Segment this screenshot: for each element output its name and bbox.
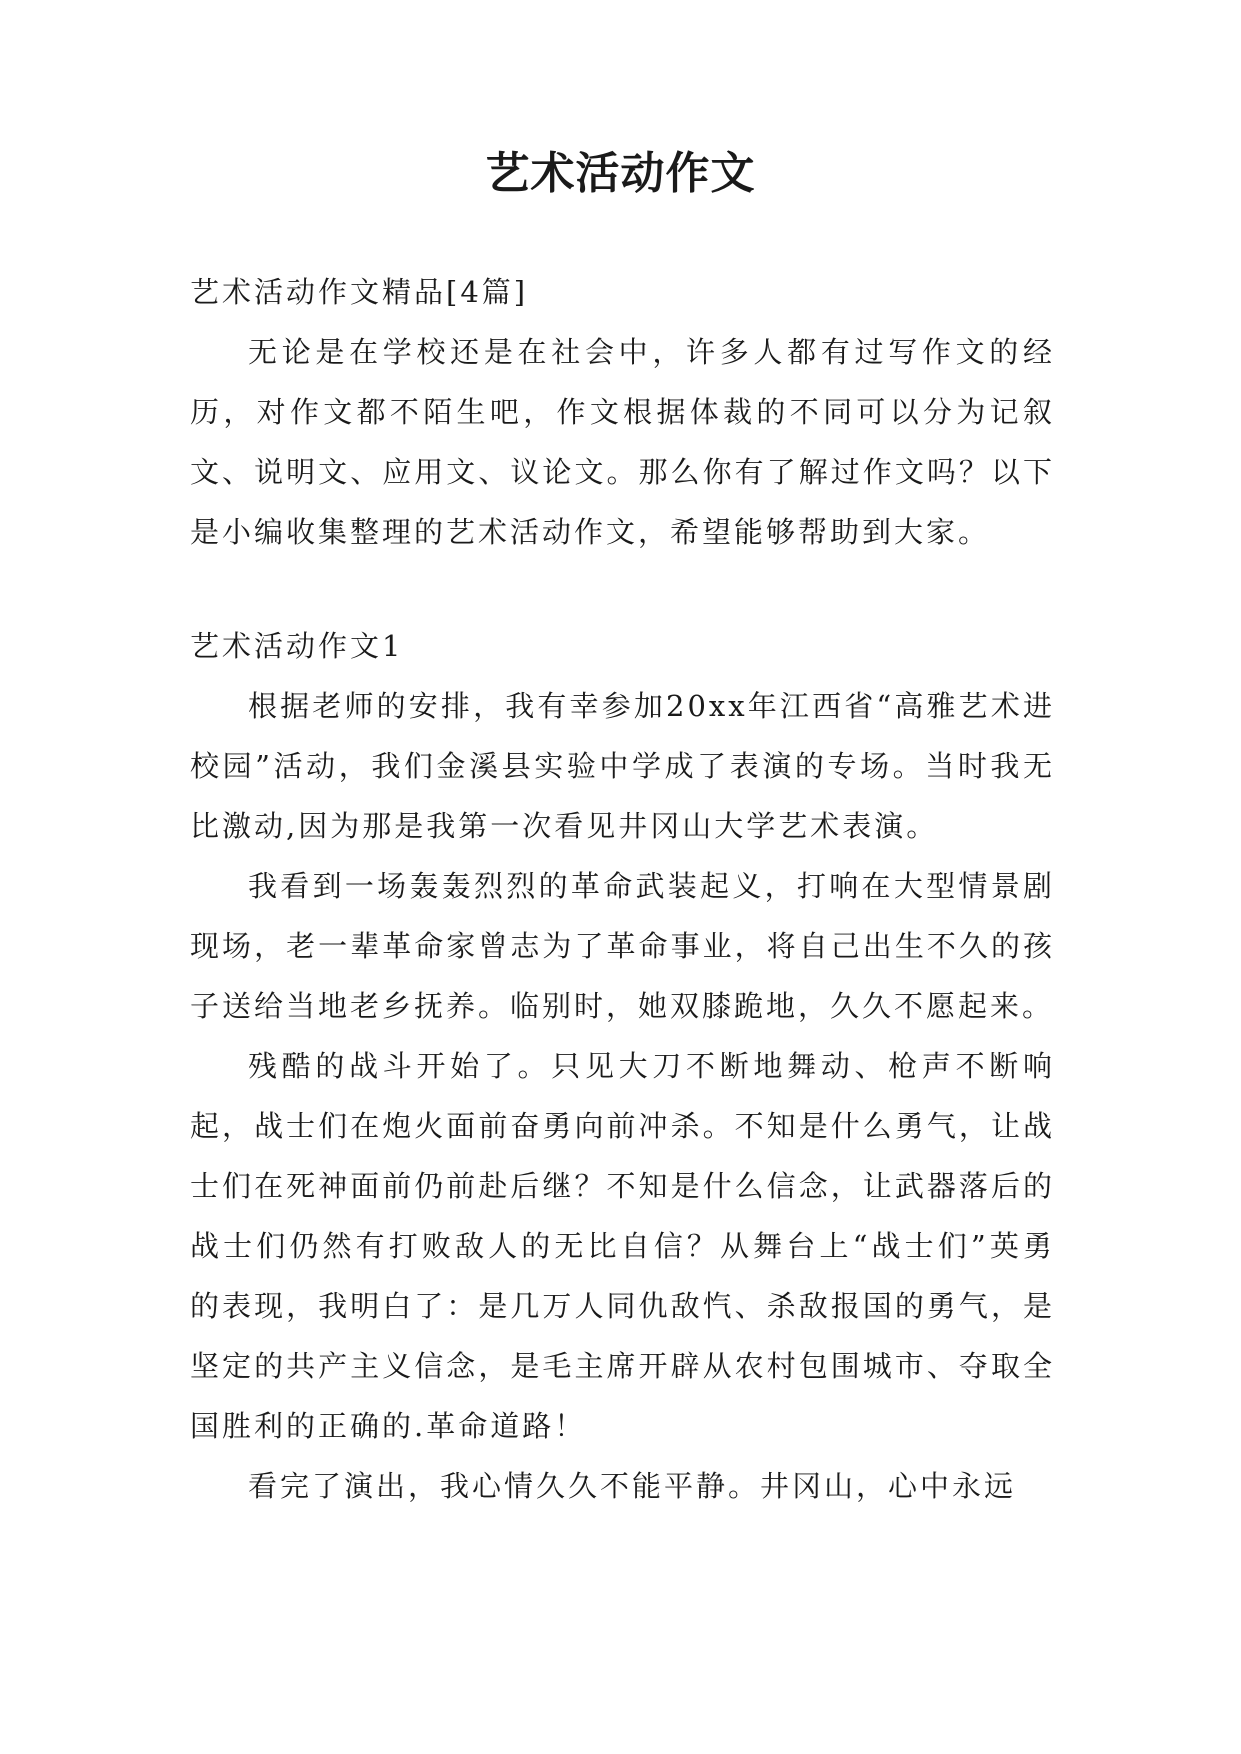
- section-heading: 艺术活动作文1: [190, 629, 404, 663]
- body-paragraph: 看完了演出，我心情久久不能平静。井冈山，心中永远: [248, 1469, 1017, 1503]
- document-body: [190, 262, 1055, 1516]
- intro-paragraph: 无论是在学校还是在社会中，许多人都有过写作文的经历，对作文都不陌生吧，作文根据体裁的不同可以分为记叙文、说明文、应用文、议论文。那么你有了解过作文吗？以下是小编收集整理的艺术活动作文，希望能够帮助到大家。: [190, 335, 1055, 549]
- document-title: 艺术活动作文: [485, 148, 756, 199]
- document-subtitle: 艺术活动作文精品[4篇]: [190, 275, 529, 309]
- body-paragraph: 残酷的战斗开始了。只见大刀不断地舞动、枪声不断响起，战士们在炮火面前奋勇向前冲杀。不知是什么勇气，让战士们在死神面前仍前赴后继？不知是什么信念，让武器落后的战士们仍然有打败敌人的无比自信？从舞台上“战士们”英勇的表现，我明白了：是几万人同仇敌忾、杀敌报国的勇气，是坚定的共产主义信念，是毛主席开辟从农村包围城市、夺取全国胜利的正确的.革命道路！: [190, 1049, 1055, 1443]
- body-paragraph: 根据老师的安排，我有幸参加20xx年江西省“高雅艺术进校园”活动，我们金溪县实验中学成了表演的专场。当时我无比激动,因为那是我第一次看见井冈山大学艺术表演。: [190, 689, 1055, 843]
- body-paragraph: 我看到一场轰轰烈烈的革命武装起义，打响在大型情景剧现场，老一辈革命家曾志为了革命事业，将自己出生不久的孩子送给当地老乡抚养。临别时，她双膝跪地，久久不愿起来。: [190, 869, 1055, 1023]
